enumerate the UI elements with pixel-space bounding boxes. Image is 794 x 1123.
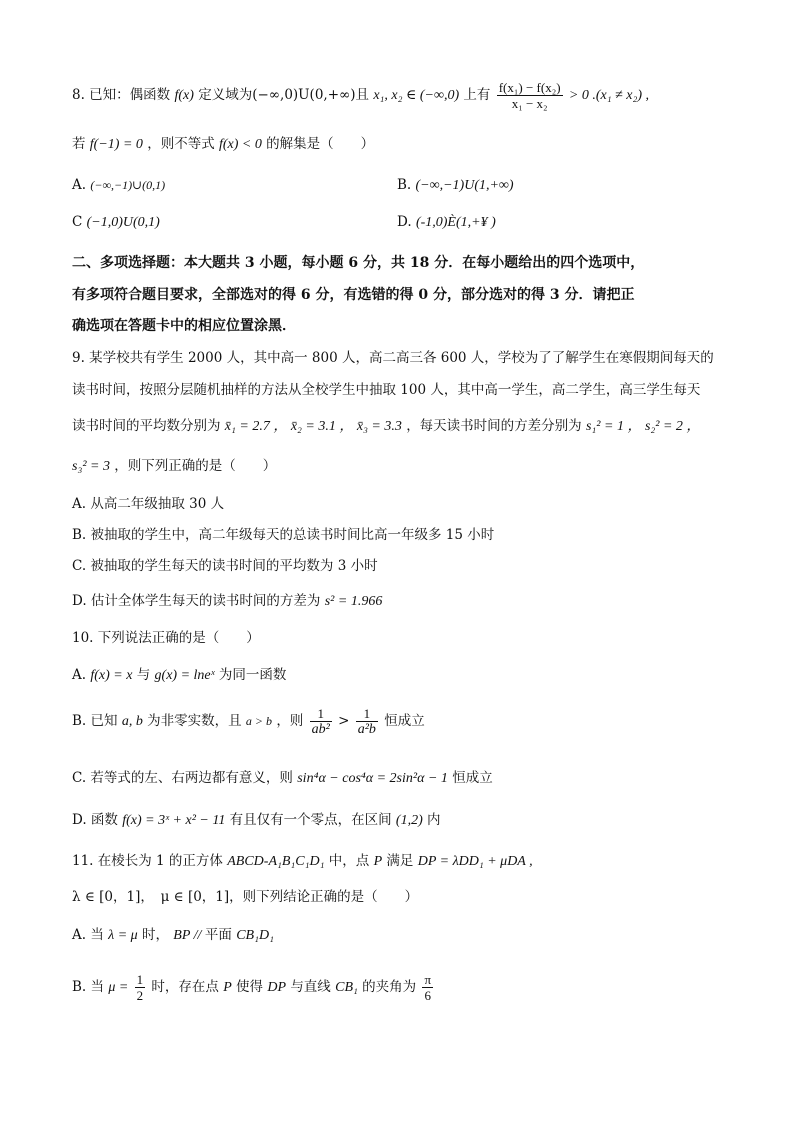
q10-stem: 10. 下列说法正确的是（ ）	[72, 630, 260, 646]
section2-heading-line3: 确选项在答题卡中的相应位置涂黑．	[72, 318, 296, 334]
q9-line4: s₃² = 3 ，则下列正确的是（ ）	[72, 458, 277, 474]
q9-option-d: D. 估计全体学生每天的读书时间的方差为 s² = 1.966	[72, 593, 383, 609]
section2-heading-line2: 有多项符合题目要求，全部选对的得 6 分，有选错的得 0 分，部分选对的得 3 分．请把正	[72, 287, 635, 303]
q9-line2: 读书时间，按照分层随机抽样的方法从全校学生中抽取 100 人，其中高一学生，高二学生，高三学生每天	[72, 382, 701, 398]
q10-option-c: C. 若等式的左、右两边都有意义，则 sin⁴α − cos⁴α = 2sin²α − 1 恒成立	[72, 770, 493, 786]
q10-option-d: D. 函数 f(x) = 3ˣ + x² − 11 有且仅有一个零点，在区间 (1,2) 内	[72, 812, 441, 828]
q8-option-a: A. (−∞,−1)∪(0,1)	[72, 177, 166, 193]
q11-option-b: B. 当 μ = $\frac{1}{2}$ 时，存在点 P 使得 DP 与直线 CB₁ 的夹角为 $\frac{\pi}{6}$	[72, 972, 432, 1003]
q8-option-b: B. (−∞,−1)U(1,+∞)	[397, 177, 514, 193]
section2-heading-line1: 二、多项选择题：本大题共 3 小题，每小题 6 分，共 18 分．在每小题给出的四个选项中，	[72, 255, 645, 271]
q8-line2: 若 f(−1) = 0 ，则不等式 f(x) < 0 的解集是（ ）	[72, 136, 375, 152]
q9-option-b: B. 被抽取的学生中，高二年级每天的总读书时间比高一年级多 15 小时	[72, 527, 495, 543]
q10-fraction-2: $\frac{1}{\text{a²b}}$	[357, 706, 376, 737]
q8-fraction: $\frac{\text{f(x₁) − f(x₂)}}{\text{x₁ − x₂}}$	[498, 80, 561, 111]
q10-option-b: B. 已知 a, b 为非零实数，且 a > b ，则 $\frac{1}{\text{ab²}}$ > $\frac{1}{\text{a²b}}$ 恒成立	[72, 706, 425, 737]
q10-option-a: A. f(x) = x 与 g(x) = lneˣ 为同一函数	[72, 667, 287, 683]
q9-line3: 读书时间的平均数分别为 x̄₁ = 2.7 ， x̄₂ = 3.1 ， x̄₃ = 3.3 ，每天读书时间的方差分别为 s₁² = 1 ， s₂² = 2 ，	[72, 418, 701, 434]
q8-option-d: D. (-1,0)È(1,+¥ )	[397, 214, 496, 230]
q9-line1: 9. 某学校共有学生 2000 人，其中高一 800 人，高二高三各 600 人，学校为了了解学生在寒假期间每天的	[72, 350, 714, 366]
q10-fraction-1: $\frac{1}{\text{ab²}}$	[311, 706, 330, 737]
q11-fraction-half: $\frac{1}{2}$	[136, 972, 144, 1003]
q11-fraction-pi6: $\frac{\pi}{6}$	[424, 972, 432, 1003]
q11-line1: 11. 在棱长为 1 的正方体 ABCD-A₁B₁C₁D₁ 中，点 P 满足 DP = λDD₁ + μDA ,	[72, 853, 533, 869]
q11-option-a: A. 当 λ = μ 时， BP // 平面 CB₁D₁	[72, 927, 274, 943]
q9-option-c: C. 被抽取的学生每天的读书时间的平均数为 3 小时	[72, 558, 378, 574]
q8-option-c: C (−1,0)U(0,1)	[72, 214, 160, 230]
q9-option-a: A. 从高二年级抽取 30 人	[72, 496, 225, 512]
q8-line1: 8. 已知：偶函数 f(x) 定义域为(−∞,0)U(0,+∞)且 x₁, x₂ ∈ (−∞,0) 上有 $\frac{\text{f(x₁) − f(x₂)}}{\text{x₁ − x₂}}$ > 0 .(x₁ ≠ x₂) ,	[72, 80, 649, 111]
q11-line2: λ ∈ [0，1]， μ ∈ [0，1]，则下列结论正确的是（ ）	[72, 889, 419, 905]
